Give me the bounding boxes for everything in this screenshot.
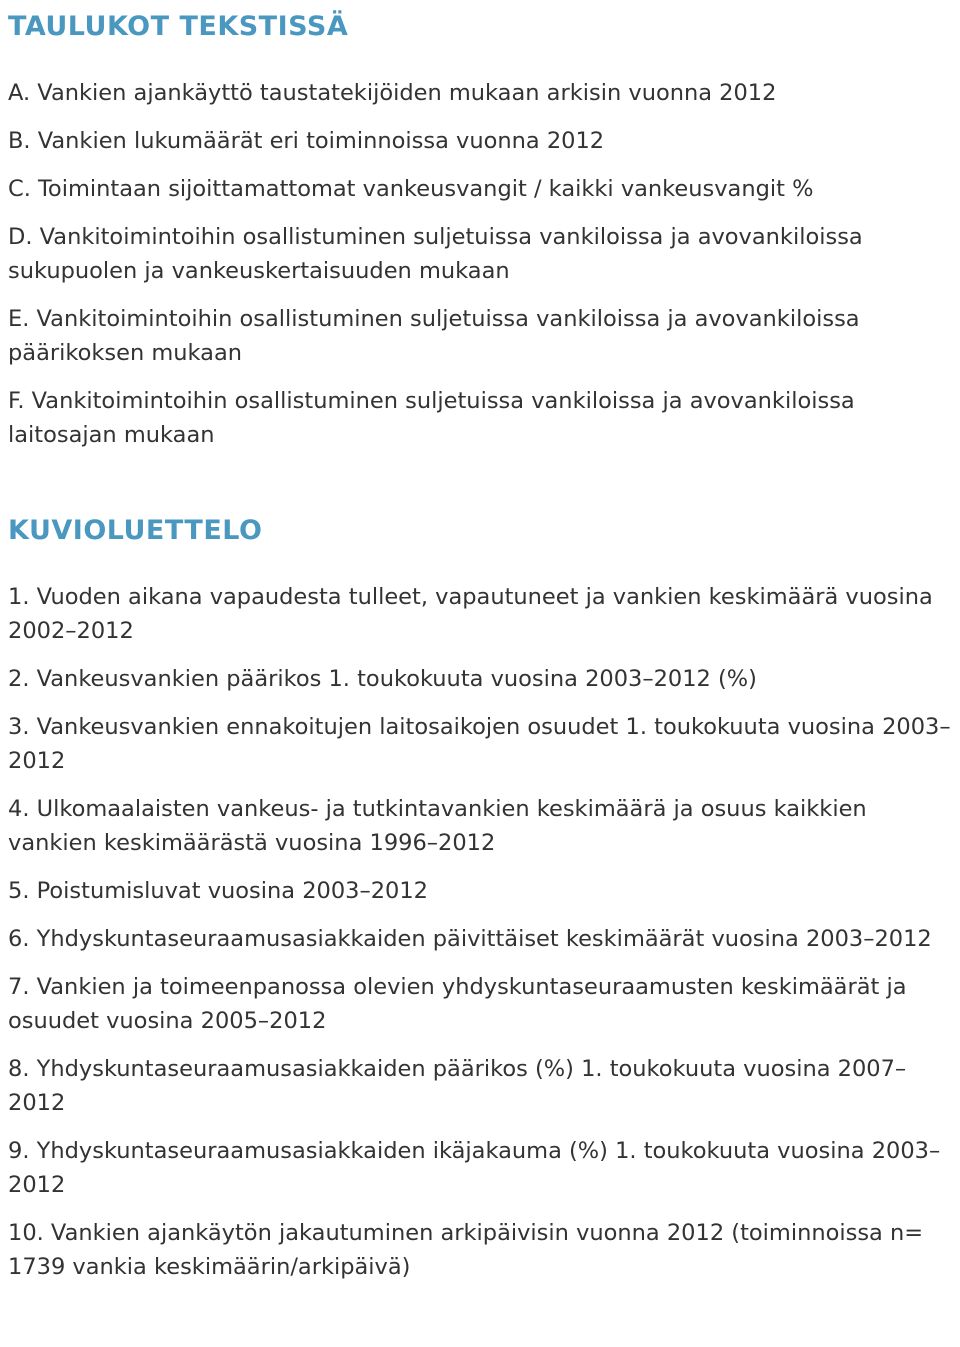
tables-list	[8, 76, 956, 452]
figure-entry-3: 3. Vankeusvankien ennakoitujen laitosaikojen osuudet 1. toukokuuta vuosina 2003–2012	[8, 714, 951, 774]
figure-entry-5: 5. Poistumisluvat vuosina 2003–2012	[8, 878, 428, 904]
figure-entry-4: 4. Ulkomaalaisten vankeus- ja tutkintavankien keskimäärä ja osuus kaikkien vankien keskimäärästä vuosina 1996–2012	[8, 796, 867, 856]
table-entry-b: B. Vankien lukumäärät eri toiminnoissa vuonna 2012	[8, 128, 605, 154]
table-entry-e: E. Vankitoimintoihin osallistuminen suljetuissa vankiloissa ja avovankiloissa päärikoksen mukaan	[8, 306, 860, 366]
table-entry-c: C. Toimintaan sijoittamattomat vankeusvangit / kaikki vankeusvangit %	[8, 176, 814, 202]
figures-heading: KUVIOLUETTELO	[8, 515, 263, 546]
figure-entry-6: 6. Yhdyskuntaseuraamusasiakkaiden päivittäiset keskimäärät vuosina 2003–2012	[8, 926, 932, 952]
figure-entry-1: 1. Vuoden aikana vapaudesta tulleet, vapautuneet ja vankien keskimäärä vuosina 2002–2012	[8, 584, 933, 644]
tables-heading: TAULUKOT TEKSTISSÄ	[8, 11, 349, 42]
table-entry-f: F. Vankitoimintoihin osallistuminen suljetuissa vankiloissa ja avovankiloissa laitosajan mukaan	[8, 388, 855, 448]
figures-list	[8, 580, 956, 1284]
figure-entry-2: 2. Vankeusvankien päärikos 1. toukokuuta vuosina 2003–2012 (%)	[8, 666, 757, 692]
figure-entry-8: 8. Yhdyskuntaseuraamusasiakkaiden päärikos (%) 1. toukokuuta vuosina 2007–2012	[8, 1056, 907, 1116]
table-entry-a: A. Vankien ajankäyttö taustatekijöiden mukaan arkisin vuonna 2012	[8, 80, 777, 106]
figure-entry-10: 10. Vankien ajankäytön jakautuminen arkipäivisin vuonna 2012 (toiminnoissa n= 1739 vankia keskimäärin/arkipäivä)	[8, 1220, 924, 1280]
document-page	[8, 0, 956, 1298]
table-entry-d: D. Vankitoimintoihin osallistuminen suljetuissa vankiloissa ja avovankiloissa sukupuolen ja vankeuskertaisuuden mukaan	[8, 224, 863, 284]
figure-entry-9: 9. Yhdyskuntaseuraamusasiakkaiden ikäjakauma (%) 1. toukokuuta vuosina 2003–2012	[8, 1138, 941, 1198]
figure-entry-7: 7. Vankien ja toimeenpanossa olevien yhdyskuntaseuraamusten keskimäärät ja osuudet vuosina 2005–2012	[8, 974, 907, 1034]
